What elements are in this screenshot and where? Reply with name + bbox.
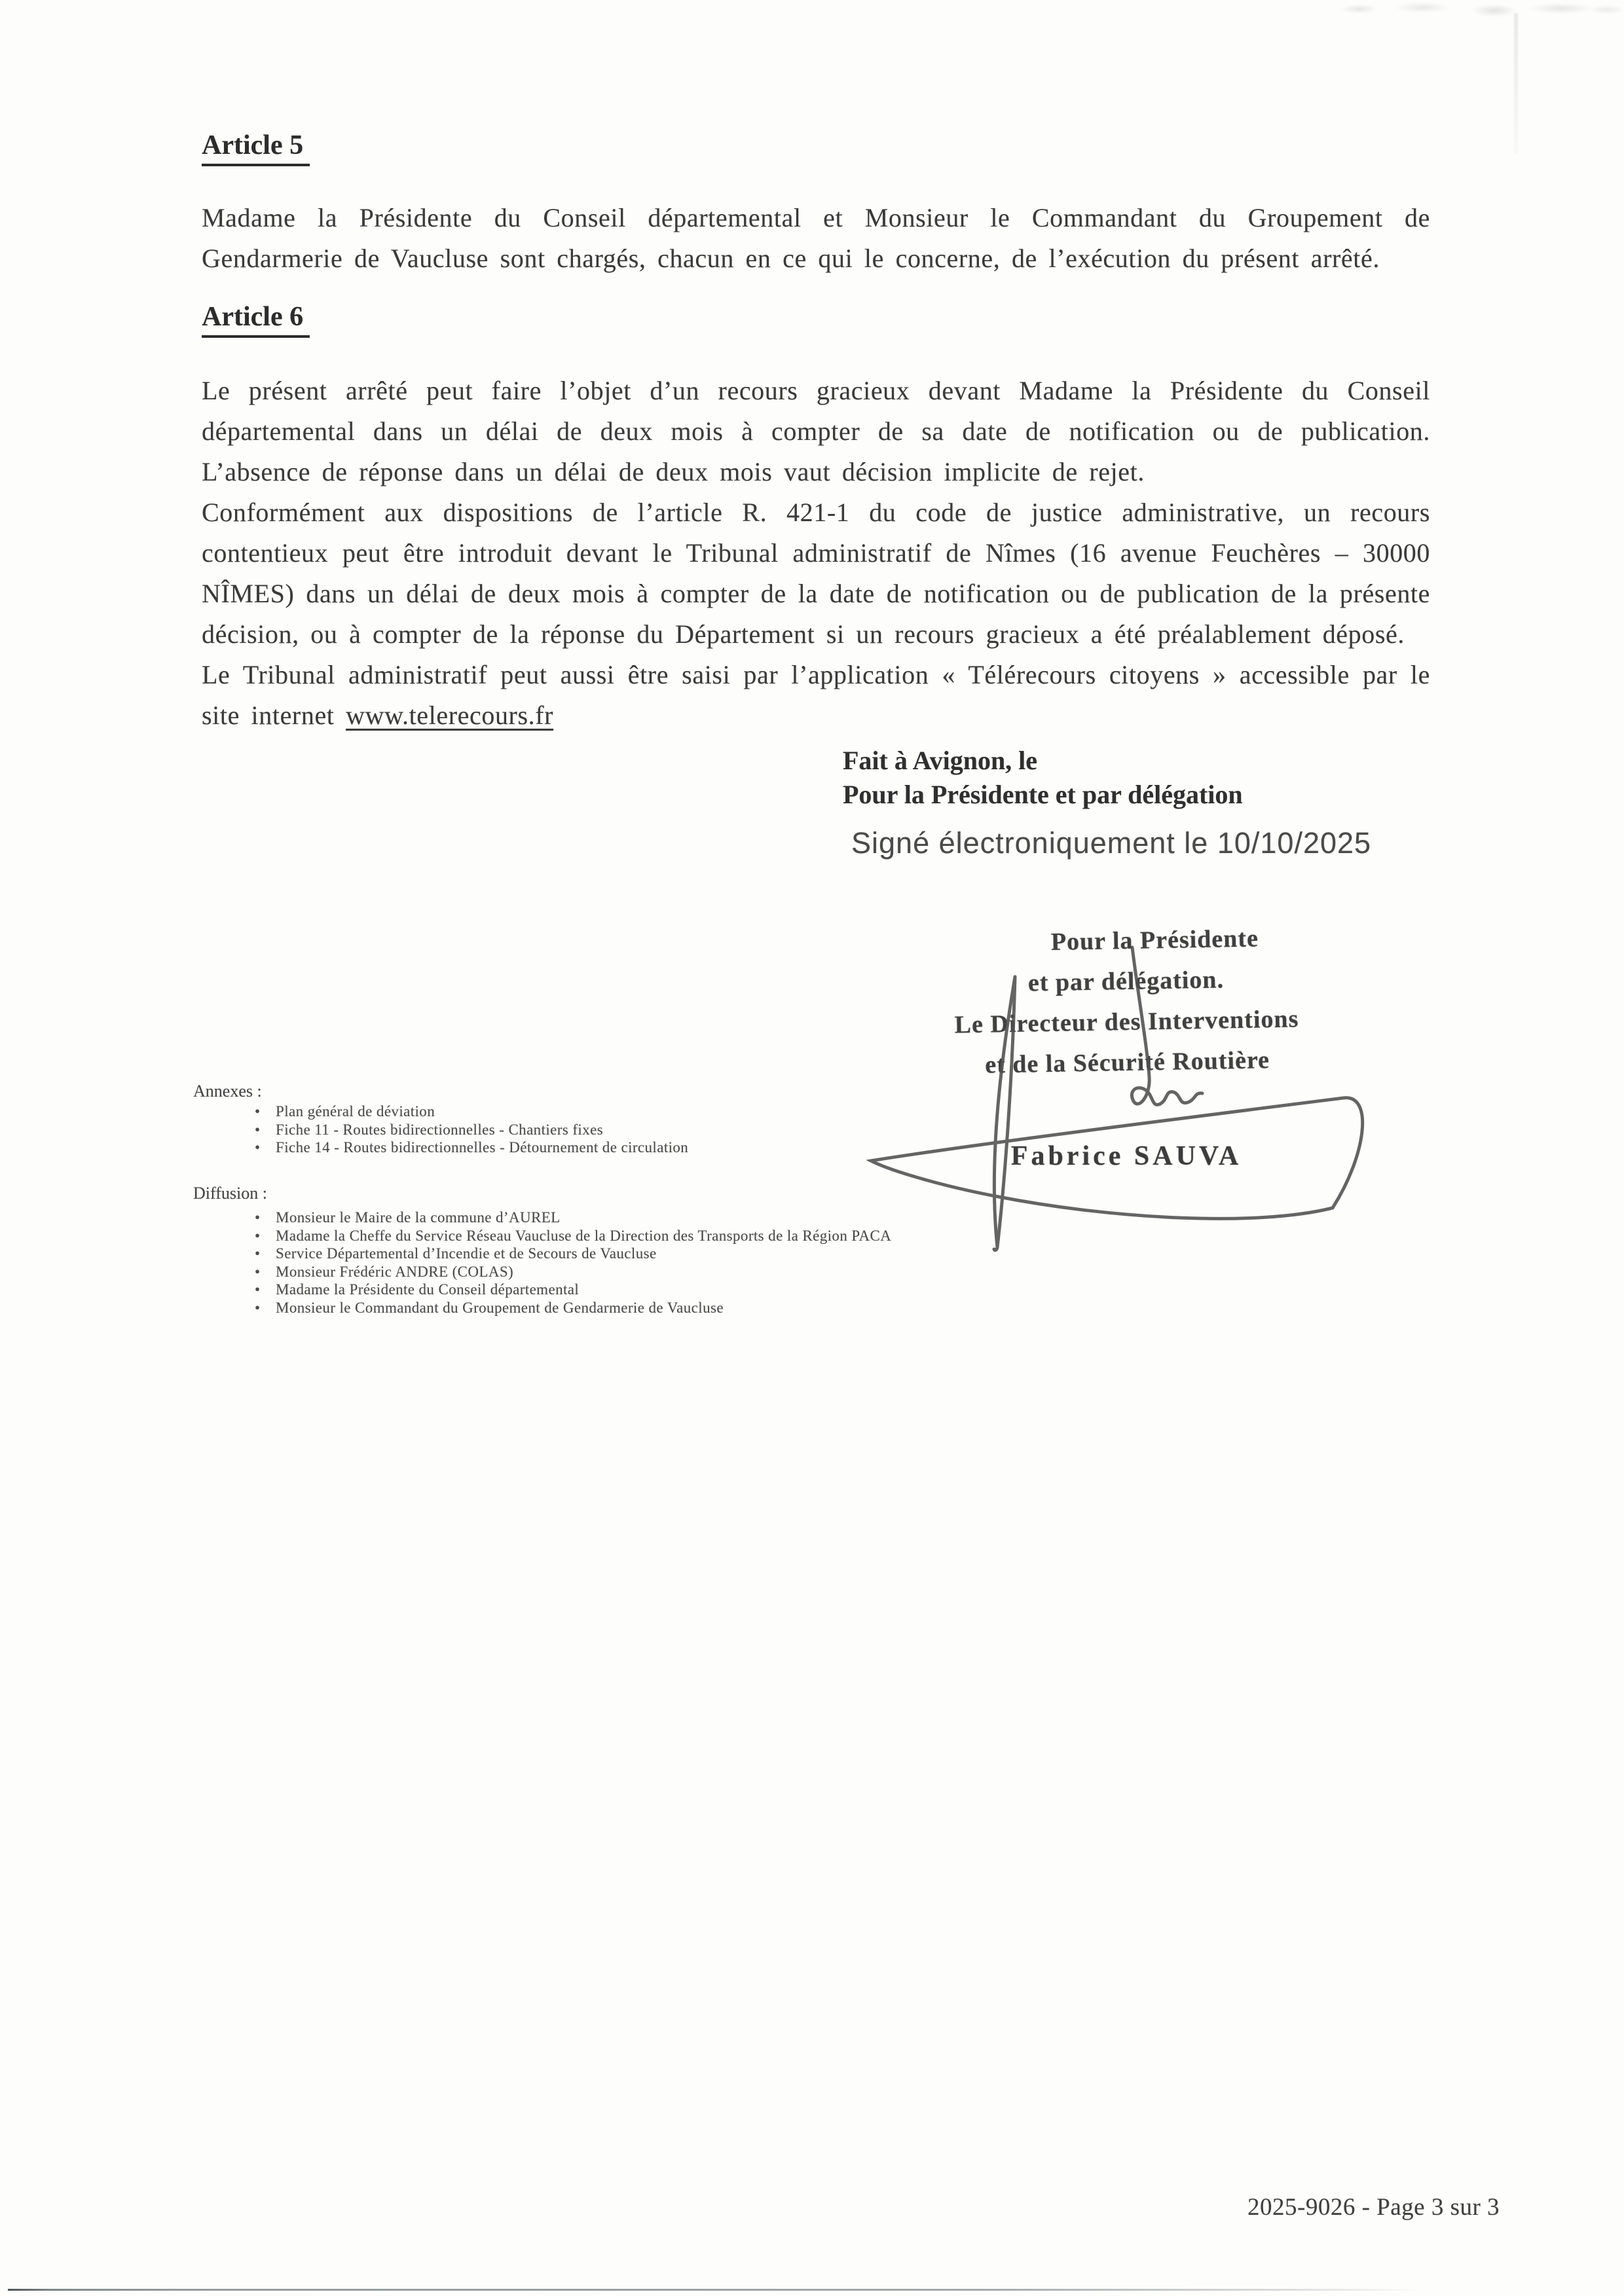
bullet-icon: • — [255, 1209, 261, 1226]
page-footer: 2025-9026 - Page 3 sur 3 — [1247, 2194, 1500, 2221]
telerecours-link[interactable]: www.telerecours.fr — [346, 701, 554, 730]
annex-item: • Fiche 14 - Routes bidirectionnelles - Détournement de circulation — [255, 1139, 689, 1156]
article6-heading: Article 6 — [202, 301, 310, 338]
article6-paragraph-3-text: Le Tribunal administratif peut aussi être saisi par l’application « Télérecours citoyens » accessible par le site internet — [202, 660, 1430, 730]
article5-body — [202, 198, 1430, 279]
annex-item: • Plan général de déviation — [255, 1103, 435, 1120]
bullet-icon: • — [255, 1227, 261, 1244]
article5-paragraph: Madame la Présidente du Conseil départemental et Monsieur le Commandant du Groupement de Gendarmerie de Vaucluse sont chargés, chacun en ce qui le concerne, de l’exécution du présent arrêté. — [202, 203, 1430, 273]
bullet-icon: • — [255, 1139, 261, 1156]
bullet-icon: • — [255, 1103, 261, 1120]
diffusion-list — [252, 1209, 891, 1317]
diffusion-item: • Monsieur le Commandant du Groupement de Gendarmerie de Vaucluse — [255, 1299, 724, 1316]
article6-body — [202, 371, 1430, 736]
diffusion-item: • Madame la Cheffe du Service Réseau Vaucluse de la Direction des Transports de la Région PACA — [255, 1227, 892, 1244]
diffusion-label: Diffusion : — [193, 1184, 267, 1203]
electronic-signature-line: Signé électroniquement le 10/10/2025 — [851, 826, 1372, 860]
annexes-list — [252, 1102, 688, 1157]
scan-smudge-top — [1336, 0, 1624, 30]
diffusion-item: • Service Départemental d’Incendie et de Secours de Vaucluse — [255, 1245, 657, 1262]
bullet-icon: • — [255, 1281, 261, 1298]
scan-line-bottom — [8, 2289, 1422, 2291]
annex-item: • Fiche 11 - Routes bidirectionnelles - Chantiers fixes — [255, 1121, 604, 1138]
article6-paragraph-3 — [202, 655, 1430, 736]
diffusion-item: • Monsieur le Maire de la commune d’AUREL — [255, 1209, 561, 1226]
signatory-name: Fabrice SAUVA — [1010, 1141, 1242, 1171]
article6-paragraph-1: Le présent arrêté peut faire l’objet d’un recours gracieux devant Madame la Présidente du Conseil départemental dans un délai de deux mois à compter de sa date de notification ou de publication. L’absence de réponse dans un délai de deux mois vaut décision implicite de rejet. — [202, 376, 1430, 486]
bullet-icon: • — [255, 1263, 261, 1280]
signature-scribble-icon — [838, 903, 1382, 1270]
article6-paragraph-2: Conformément aux dispositions de l’article R. 421-1 du code de justice administrative, un recours contentieux peut être introduit devant le Tribunal administratif de Nîmes (16 avenue Feuchères – 30000 NÎMES) dans un délai de deux mois à compter de la date de notification ou de publication de la présente décision, ou à compter de la réponse du Département si un recours gracieux a été préalablement déposé. — [202, 498, 1430, 649]
closing-place-line: Fait à Avignon, le — [843, 746, 1038, 775]
bullet-icon: • — [255, 1245, 261, 1262]
stamp-line-3: Le Directeur des Interventions — [954, 1005, 1299, 1039]
stamp-line-2: et par délégation. — [1027, 966, 1225, 997]
stamp-line-1: Pour la Présidente — [1050, 924, 1259, 956]
closing-delegation-line: Pour la Présidente et par délégation — [843, 780, 1243, 809]
stamp-line-4: et de la Sécurité Routière — [984, 1046, 1270, 1079]
diffusion-item: • Madame la Présidente du Conseil départemental — [255, 1281, 580, 1298]
scan-streak-right — [1514, 13, 1518, 154]
article5-heading: Article 5 — [202, 130, 310, 166]
annexes-label: Annexes : — [193, 1082, 262, 1101]
closing-block — [843, 744, 1243, 812]
bullet-icon: • — [255, 1121, 261, 1138]
diffusion-item: • Monsieur Frédéric ANDRE (COLAS) — [255, 1263, 514, 1280]
bullet-icon: • — [255, 1299, 261, 1316]
